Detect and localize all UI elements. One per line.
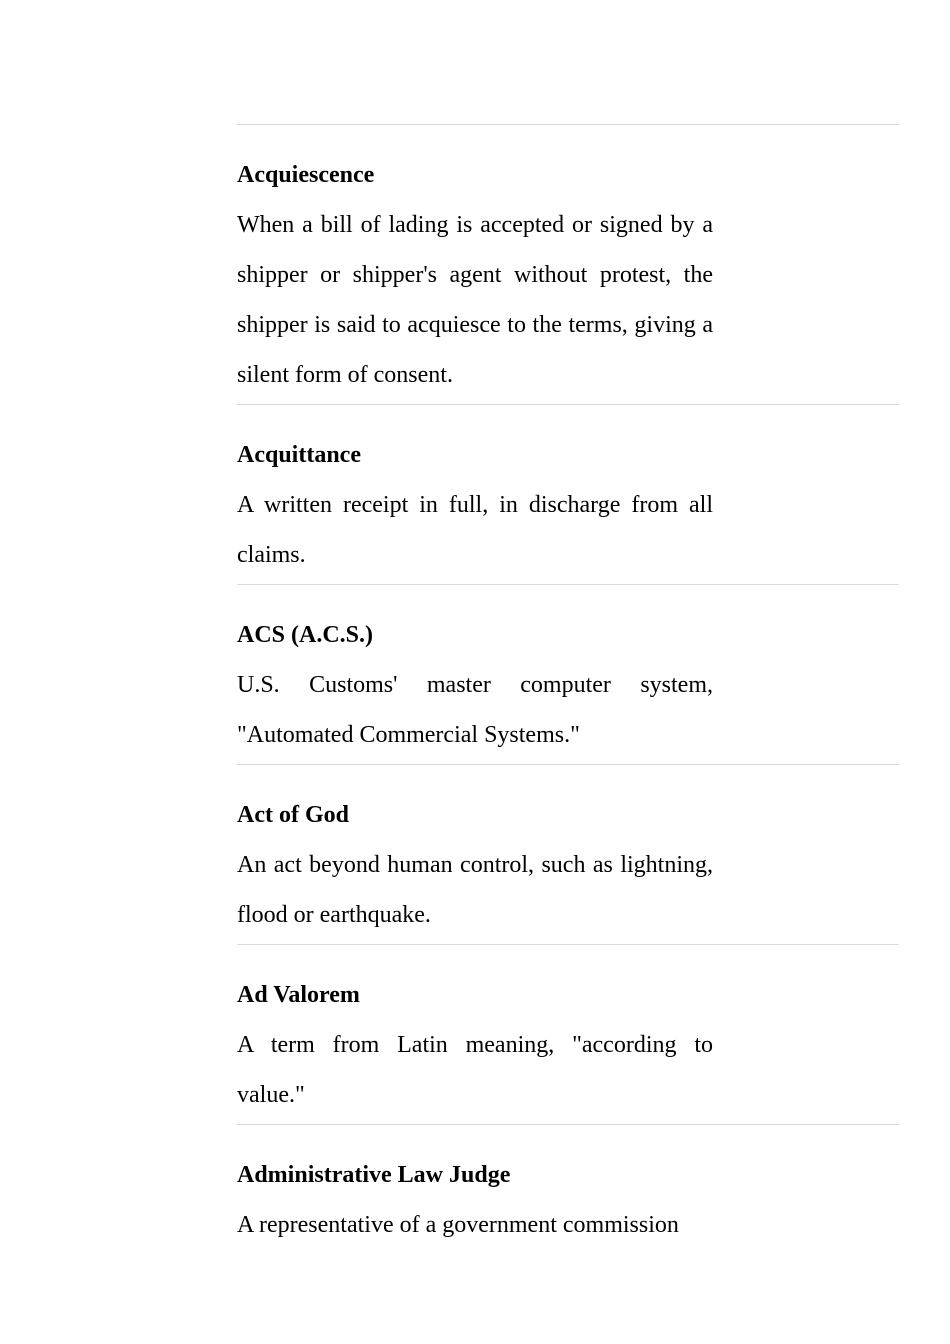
glossary-list (237, 124, 899, 1254)
entry-definition: When a bill of lading is accepted or signed by a shipper or shipper's agent without protest, the shipper is said to acquiesce to the terms, giving a silent form of consent. (237, 212, 713, 388)
entry-definition: A written receipt in full, in discharge from all claims. (237, 492, 713, 568)
entry-term: Acquiescence (237, 162, 375, 188)
glossary-entry-ad-valorem (237, 944, 899, 1124)
glossary-entry-acquittance (237, 404, 899, 584)
glossary-entry-acquiescence (237, 124, 899, 404)
entry-definition: A representative of a government commission (237, 1212, 679, 1238)
entry-term: Ad Valorem (237, 982, 360, 1008)
entry-definition: U.S. Customs' master computer system, "Automated Commercial Systems." (237, 672, 713, 748)
glossary-entry-acs (237, 584, 899, 764)
glossary-entry-administrative-law-judge (237, 1124, 899, 1254)
entry-term: Acquittance (237, 442, 361, 468)
entry-definition: An act beyond human control, such as lightning, flood or earthquake. (237, 852, 713, 928)
entry-term: ACS (A.C.S.) (237, 622, 374, 648)
glossary-entry-act-of-god (237, 764, 899, 944)
entry-definition: A term from Latin meaning, "according to value." (237, 1032, 713, 1108)
entry-term: Act of God (237, 802, 349, 828)
entry-term: Administrative Law Judge (237, 1162, 511, 1188)
